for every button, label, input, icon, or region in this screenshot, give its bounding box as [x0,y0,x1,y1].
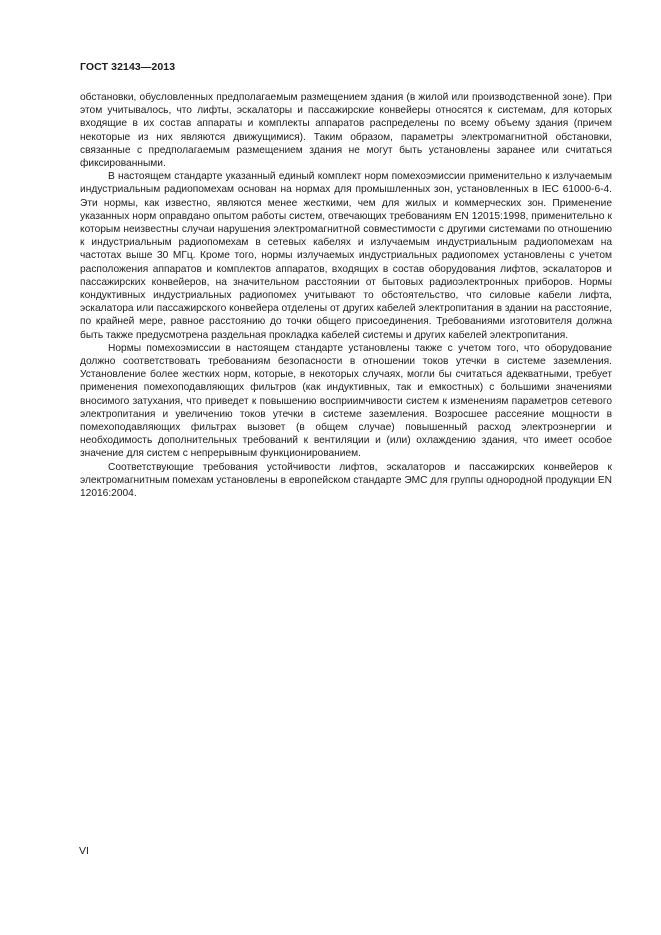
document-code-header: ГОСТ 32143—2013 [80,61,176,73]
paragraph-continuation: обстановки, обусловленных предполагаемым размещением здания (в жилой или производственной зоне). При этом учитывалось, что лифты, эскалаторы и пассажирские конвейеры относятся к системам, для которых входящие в их состав аппараты и комплекты аппаратов распределены по всему объему здания (причем некоторые из них являются движущимися). Таким образом, параметры электромагнитной обстановки, связанные с предполагаемым размещением здания не могут быть установлены заранее или считаться фиксированными. [80,92,612,170]
paragraph-emission-norms: В настоящем стандарте указанный единый комплект норм помехоэмиссии применительно к излучаемым индустриальным радиопомехам основан на нормах для промышленных зон, установленных в IEC 61000-6-4. Эти нормы, как известно, являются менее жесткими, чем для жилых и коммерческих зон. Применение указанных норм оправдано опытом работы систем, отвечающих требованиям EN 12015:1998, применительно к которым неизвестны случаи нарушения электромагнитной совместимости с другими системами по отношению к индустриальным радиопомехам в сетевых кабелях и излучаемым индустриальным радиопомехам на частотах выше 30 МГц. Кроме того, нормы излучаемых индустриальных радиопомех установлены с учетом расположения аппаратов и комплектов аппаратов, входящих в состав оборудования лифтов, эскалаторов и пассажирских конвейеров, на значительном расстоянии от бытовых радиоэлектронных приборов. Нормы кондуктивных индустриальных радиопомех учитывают то обстоятельство, что силовые кабели лифта, эскалатора или пассажирского конвейера отделены от других кабелей электропитания в здании на расстояние, по крайней мере, равное расстоянию до точки общего присоединения. Требованиями изготовителя должна быть также предусмотрена раздельная прокладка кабелей системы и других кабелей электропитания. [80,171,612,341]
paragraph-safety-requirements: Нормы помехоэмиссии в настоящем стандарте установлены также с учетом того, что оборудование должно соответствовать требованиям безопасности в отношении токов утечки в системе заземления. Установление более жестких норм, которые, в некоторых случаях, могли бы считаться адекватными, требует применения помехоподавляющих фильтров (как индуктивных, так и емкостных) с большими значениями вносимого затухания, что приведет к повышению восприимчивости систем к изменениям параметров сетевого электропитания и увеличению токов утечки в системе заземления. Возросшее рассеяние мощности в помехоподавляющих фильтрах вызовет (в общем случае) повышенный расход электроэнергии и необходимость дополнительных требований к вентиляции и (или) охлаждению здания, что имеет особое значение для систем с непрерывным функционированием. [80,342,612,460]
paragraph-immunity-requirements: Соответствующие требования устойчивости лифтов, эскалаторов и пассажирских конвейеров к электромагнитным помехам установлены в европейском стандарте ЭМС для группы однородной продукции EN 12016:2004. [80,461,612,500]
body-text [80,91,612,500]
page-number: VI [79,845,89,857]
